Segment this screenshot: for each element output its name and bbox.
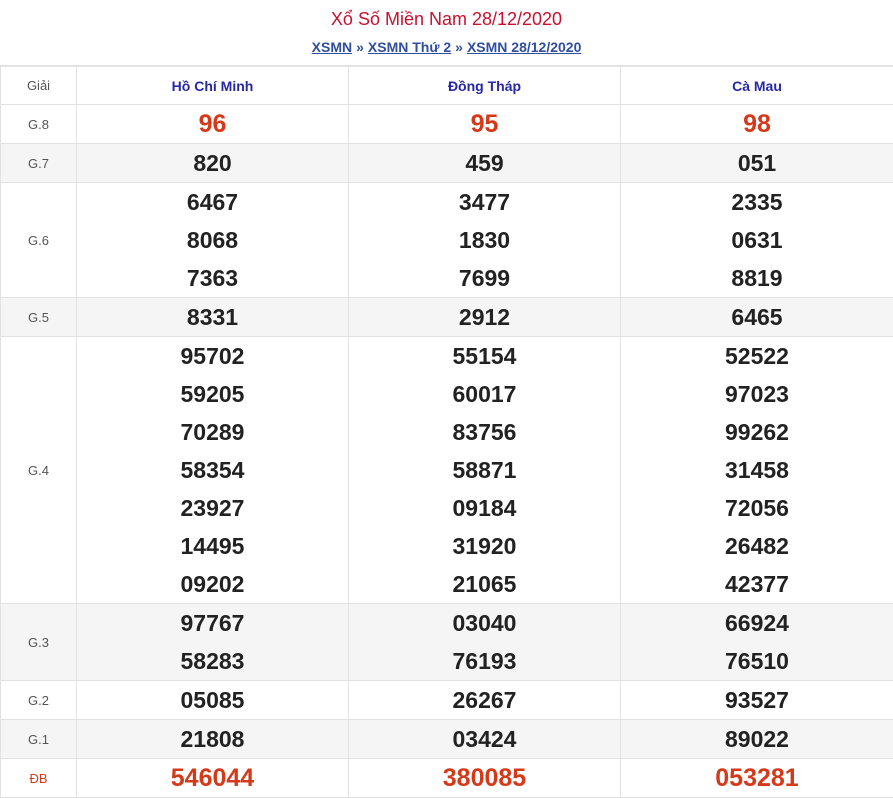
result-number: 820 xyxy=(77,144,348,182)
result-number: 58871 xyxy=(349,451,620,489)
result-cell xyxy=(77,681,349,720)
result-number: 09202 xyxy=(77,565,348,603)
result-number: 053281 xyxy=(621,759,893,797)
result-cell xyxy=(349,720,621,759)
result-number: 7699 xyxy=(349,259,620,297)
result-number: 3477 xyxy=(349,183,620,221)
result-number: 58354 xyxy=(77,451,348,489)
result-number: 93527 xyxy=(621,681,893,719)
result-number: 83756 xyxy=(349,413,620,451)
result-cell xyxy=(349,681,621,720)
result-cell xyxy=(349,337,621,604)
result-number: 99262 xyxy=(621,413,893,451)
result-cell xyxy=(621,105,893,144)
result-cell xyxy=(77,759,349,798)
results-table xyxy=(0,66,893,798)
result-number: 23927 xyxy=(77,489,348,527)
result-number: 2912 xyxy=(349,298,620,336)
prize-label xyxy=(1,681,77,720)
result-cell xyxy=(621,759,893,798)
result-number: 89022 xyxy=(621,720,893,758)
result-cell xyxy=(621,183,893,298)
result-number: 0631 xyxy=(621,221,893,259)
result-number: 97023 xyxy=(621,375,893,413)
result-cell xyxy=(77,337,349,604)
result-cell xyxy=(349,759,621,798)
table-row xyxy=(1,681,893,720)
result-number: 72056 xyxy=(621,489,893,527)
result-number: 14495 xyxy=(77,527,348,565)
result-number: 03424 xyxy=(349,720,620,758)
result-number: 98 xyxy=(621,105,893,143)
prize-label xyxy=(1,337,77,604)
result-number: 380085 xyxy=(349,759,620,797)
result-number: 8331 xyxy=(77,298,348,336)
result-number: 97767 xyxy=(77,604,348,642)
table-row xyxy=(1,183,893,298)
result-number: 70289 xyxy=(77,413,348,451)
prize-label xyxy=(1,604,77,681)
result-number: 21808 xyxy=(77,720,348,758)
table-header-row xyxy=(1,67,893,105)
breadcrumb-link-xsmn-thu-2[interactable]: XSMN Thứ 2 xyxy=(368,39,451,55)
result-number: 459 xyxy=(349,144,620,182)
breadcrumb-separator: » xyxy=(455,39,463,55)
page-title: Xổ Số Miền Nam 28/12/2020 xyxy=(0,0,893,28)
result-cell xyxy=(621,144,893,183)
result-number: 05085 xyxy=(77,681,348,719)
result-number: 96 xyxy=(77,105,348,143)
prize-label-text: G.3 xyxy=(1,635,76,650)
result-cell xyxy=(621,681,893,720)
result-cell xyxy=(77,183,349,298)
result-number: 31458 xyxy=(621,451,893,489)
result-number: 95 xyxy=(349,105,620,143)
result-cell xyxy=(77,144,349,183)
table-row xyxy=(1,298,893,337)
result-cell xyxy=(621,298,893,337)
column-header-province-2[interactable]: Đồng Tháp xyxy=(349,67,621,105)
result-number: 21065 xyxy=(349,565,620,603)
result-cell xyxy=(77,720,349,759)
table-row xyxy=(1,720,893,759)
result-cell xyxy=(349,604,621,681)
result-cell xyxy=(77,105,349,144)
table-row xyxy=(1,337,893,604)
page-header xyxy=(0,0,893,66)
result-number: 8819 xyxy=(621,259,893,297)
result-number: 58283 xyxy=(77,642,348,680)
result-cell xyxy=(621,604,893,681)
prize-label-text: G.4 xyxy=(1,463,76,478)
result-number: 8068 xyxy=(77,221,348,259)
prize-label xyxy=(1,720,77,759)
result-number: 95702 xyxy=(77,337,348,375)
table-row xyxy=(1,759,893,798)
breadcrumb-separator: » xyxy=(356,39,364,55)
prize-label-text: G.6 xyxy=(1,233,76,248)
result-cell xyxy=(349,144,621,183)
result-cell xyxy=(77,298,349,337)
prize-label-text: ĐB xyxy=(1,771,76,786)
table-row xyxy=(1,144,893,183)
result-number: 09184 xyxy=(349,489,620,527)
results-body xyxy=(1,105,893,798)
result-number: 66924 xyxy=(621,604,893,642)
result-number: 6467 xyxy=(77,183,348,221)
result-cell xyxy=(349,298,621,337)
column-header-province-1[interactable]: Hồ Chí Minh xyxy=(77,67,349,105)
column-header-province-3[interactable]: Cà Mau xyxy=(621,67,893,105)
result-number: 52522 xyxy=(621,337,893,375)
result-cell xyxy=(77,604,349,681)
table-row xyxy=(1,604,893,681)
result-number: 546044 xyxy=(77,759,348,797)
result-cell xyxy=(349,105,621,144)
result-number: 7363 xyxy=(77,259,348,297)
breadcrumb-link-xsmn[interactable]: XSMN xyxy=(312,39,352,55)
prize-label xyxy=(1,183,77,298)
prize-label-text: G.2 xyxy=(1,693,76,708)
result-number: 051 xyxy=(621,144,893,182)
result-number: 6465 xyxy=(621,298,893,336)
result-number: 59205 xyxy=(77,375,348,413)
prize-label-text: G.8 xyxy=(1,117,76,132)
result-number: 2335 xyxy=(621,183,893,221)
result-number: 31920 xyxy=(349,527,620,565)
prize-label xyxy=(1,144,77,183)
prize-label-text: G.7 xyxy=(1,156,76,171)
prize-label xyxy=(1,759,77,798)
prize-label-text: G.5 xyxy=(1,310,76,325)
result-cell xyxy=(349,183,621,298)
prize-label xyxy=(1,298,77,337)
result-number: 76510 xyxy=(621,642,893,680)
result-number: 76193 xyxy=(349,642,620,680)
column-header-prize: Giải xyxy=(1,67,77,105)
result-number: 42377 xyxy=(621,565,893,603)
result-number: 26267 xyxy=(349,681,620,719)
table-row xyxy=(1,105,893,144)
result-cell xyxy=(621,720,893,759)
result-number: 60017 xyxy=(349,375,620,413)
prize-label-text: G.1 xyxy=(1,732,76,747)
breadcrumb xyxy=(0,28,893,54)
prize-label xyxy=(1,105,77,144)
result-number: 03040 xyxy=(349,604,620,642)
result-number: 1830 xyxy=(349,221,620,259)
result-number: 55154 xyxy=(349,337,620,375)
result-cell xyxy=(621,337,893,604)
breadcrumb-link-xsmn-date[interactable]: XSMN 28/12/2020 xyxy=(467,39,581,55)
result-number: 26482 xyxy=(621,527,893,565)
